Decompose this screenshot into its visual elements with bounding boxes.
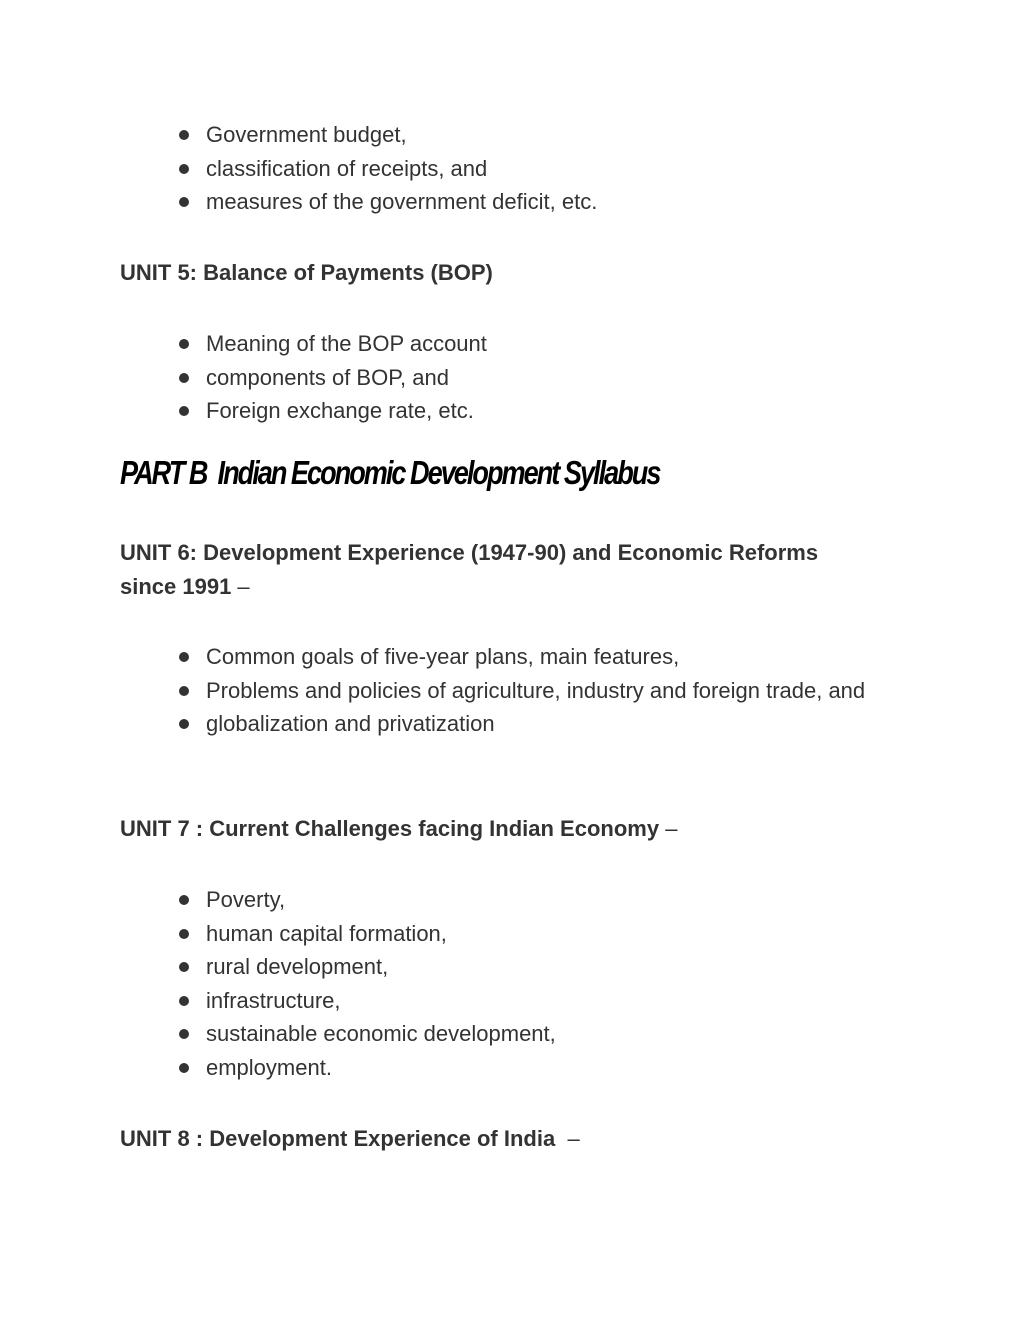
list-item: Government budget, [177, 118, 897, 152]
list-item: components of BOP, and [177, 361, 897, 395]
unit-8-heading [120, 1122, 880, 1156]
unit-5-list [177, 327, 897, 428]
list-item: infrastructure, [177, 984, 897, 1018]
list-item: rural development, [177, 950, 897, 984]
unit-8-heading-dash: – [555, 1126, 580, 1151]
list-item: employment. [177, 1051, 897, 1085]
unit-5-heading-text: UNIT 5: Balance of Payments (BOP) [120, 260, 493, 285]
list-item: sustainable economic development, [177, 1017, 897, 1051]
list-item: Meaning of the BOP account [177, 327, 897, 361]
unit-7-heading-dash: – [659, 816, 678, 841]
unit-7-list [177, 883, 897, 1084]
unit-5-heading [120, 256, 880, 290]
unit-6-heading-dash: – [231, 573, 250, 599]
list-item: Common goals of five-year plans, main features, [177, 640, 897, 674]
list-item: Poverty, [177, 883, 897, 917]
unit-6-heading [120, 536, 880, 603]
unit-7-heading [120, 812, 880, 846]
unit-7-heading-text: UNIT 7 : Current Challenges facing Indian Economy [120, 816, 660, 841]
unit-6-list [177, 640, 897, 741]
list-item: Problems and policies of agriculture, industry and foreign trade, and [177, 674, 897, 708]
list-item: globalization and privatization [177, 707, 897, 741]
list-item: human capital formation, [177, 917, 897, 951]
unit-8-heading-text: UNIT 8 : Development Experience of India [120, 1126, 556, 1151]
list-item: measures of the government deficit, etc. [177, 185, 897, 219]
list-item: classification of receipts, and [177, 152, 897, 186]
unit-6-heading-text: UNIT 6: Development Experience (1947-90) and Economic Reforms since 1991 [120, 540, 819, 599]
list-item: Foreign exchange rate, etc. [177, 394, 897, 428]
budget-topics-list [177, 118, 897, 219]
part-b-heading: PART B Indian Economic Development Syllabus [120, 454, 660, 491]
